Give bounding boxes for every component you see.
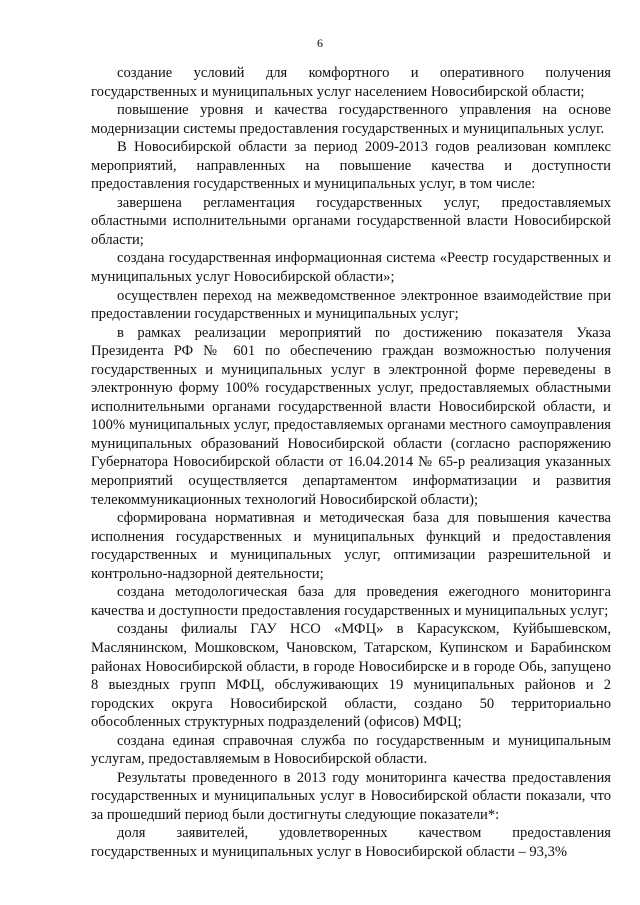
document-body (91, 64, 611, 862)
paragraph: В Новосибирской области за период 2009-2013 годов реализован комплекс мероприятий, направленных на повышение качества и доступности предоставления государственных и муниципальных услуг, в том числе: (91, 139, 611, 193)
page-number: 6 (317, 36, 323, 50)
paragraph: создана единая справочная служба по государственным и муниципальным услугам, предоставляемым в Новосибирской области. (91, 732, 611, 768)
paragraph: сформирована нормативная и методическая база для повышения качества исполнения государственных и муниципальных функций и предоставления государственных и муниципальных услуг, оптимизации разрешительной и контрольно-надзорной деятельности; (91, 510, 611, 582)
paragraph: завершена регламентация государственных услуг, предоставляемых областными исполнительными органами государственной власти Новосибирской области; (91, 194, 611, 248)
paragraph: доля заявителей, удовлетворенных качеством предоставления государственных и муниципальных услуг в Новосибирской области – 93,3% (91, 825, 611, 860)
paragraph: создана государственная информационная система «Реестр государственных и муниципальных услуг Новосибирской области»; (91, 250, 611, 286)
paragraph: Результаты проведенного в 2013 году мониторинга качества предоставления государственных и муниципальных услуг в Новосибирской области показали, что за прошедший период были достигнуты следующие показатели*: (91, 769, 611, 823)
paragraph: созданы филиалы ГАУ НСО «МФЦ» в Карасукском, Куйбышевском, Маслянинском, Мошковском, Чановском, Татарском, Купинском и Барабинском районах Новосибирской области, в городе Новосибирске и в городе Обь, запущено 8 выездных групп МФЦ, обслуживающих 19 муниципальных районов и 2 городских округа Новосибирской области, создано 50 территориально обособленных структурных подразделений (офисов) МФЦ; (91, 621, 611, 731)
paragraph: создана методологическая база для проведения ежегодного мониторинга качества и доступности предоставления государственных и муниципальных услуг; (91, 584, 611, 619)
paragraph: в рамках реализации мероприятий по достижению показателя Указа Президента РФ № 601 по обеспечению граждан возможностью получения государственных и муниципальных услуг в электронной форме переведены в электронную форму 100% государственных услуг, предоставляемых областными исполнительными органами государственной власти Новосибирской области, и 100% муниципальных услуг, предоставляемых органами местного самоуправления муниципальных образований Новосибирской области (согласно распоряжению Губернатора Новосибирской области от 16.04.2014 № 65-р реализация указанных мероприятий осуществляется департаментом информатизации и развития телекоммуникационных технологий Новосибирской области); (91, 324, 611, 508)
paragraph: осуществлен переход на межведомственное электронное взаимодействие при предоставлении государственных и муниципальных услуг; (91, 287, 611, 323)
paragraph: повышение уровня и качества государственного управления на основе модернизации системы предоставления государственных и муниципальных услуг. (91, 102, 611, 137)
paragraph: создание условий для комфортного и оперативного получения государственных и муниципальных услуг населением Новосибирской области; (91, 65, 611, 100)
